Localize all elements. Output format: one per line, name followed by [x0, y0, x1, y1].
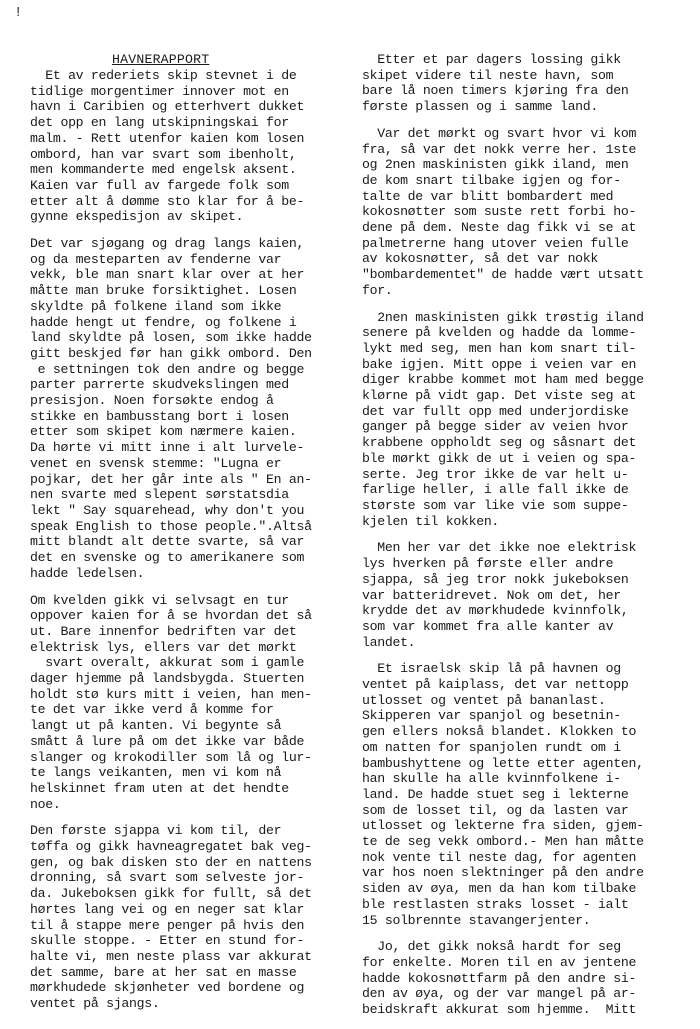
- text-line: nen svarte med slepent sørstatsdia: [30, 487, 289, 503]
- text-line: ventet på sjangs.: [30, 996, 160, 1012]
- text-line: Om kvelden gikk vi selvsagt en tur: [30, 592, 289, 608]
- text-line: lys hverken på første eller andre: [362, 556, 614, 572]
- paragraph: [30, 236, 340, 581]
- text-line: da. Jukeboksen gikk for fullt, så det: [30, 886, 312, 902]
- text-line: Kaien var full av fargede folk som: [30, 177, 289, 193]
- paragraph: [30, 68, 340, 225]
- text-line: hadde kokosnøttfarm på den andre si-: [362, 970, 637, 986]
- text-line: største som var like vie som suppe-: [362, 497, 629, 513]
- text-line: Da hørte vi mitt inne i alt lurvele-: [30, 440, 305, 456]
- text-line: holdt stø kurs mitt i veien, han men-: [30, 686, 312, 702]
- text-line: lykt med seg, men han kom snart til-: [362, 340, 637, 356]
- text-line: langt ut på kanten. Vi begynte så: [30, 718, 282, 734]
- page-title: HAVNERAPPORT: [112, 52, 210, 67]
- text-line: de kom snart tilbake igjen og for-: [362, 172, 621, 188]
- text-line: det samme, bare at her sat en masse: [30, 964, 297, 980]
- text-line: for enkelte. Moren til en av jentene: [362, 954, 637, 970]
- left-column: [30, 52, 340, 1023]
- text-line: ble restlasten straks losset - ialt: [362, 896, 629, 912]
- text-line: e settningen tok den andre og begge: [30, 361, 305, 377]
- text-line: krydde det av mørkhudede kvinnfolk,: [362, 603, 629, 619]
- paragraph: [362, 52, 684, 115]
- text-line: stikke en bambusstang bort i losen: [30, 408, 289, 424]
- text-line: mørkhudede skjønheter ved bordene og: [30, 980, 305, 996]
- text-line: skipet videre til neste havn, som: [362, 67, 614, 83]
- text-line: måtte man bruke forsiktighet. Losen: [30, 283, 297, 299]
- text-line: slanger og krokodiller som lå og lur-: [30, 749, 312, 765]
- text-line: malm. - Rett utenfor kaien kom losen: [30, 130, 305, 146]
- text-line: han skulle ha alle kvinnfolkene i-: [362, 771, 621, 787]
- paragraph: [30, 593, 340, 813]
- text-line: Den første sjappa vi kom til, der: [30, 823, 282, 839]
- text-line: gen, og bak disken sto der en nattens: [30, 854, 312, 870]
- text-line: siden av øya, men da han kom tilbake: [362, 881, 637, 897]
- text-line: tidlige morgentimer innover mot en: [30, 83, 289, 99]
- text-line: Et av rederiets skip stevnet i de: [30, 68, 297, 83]
- text-line: kokosnøtter som suste rett forbi ho-: [362, 204, 637, 220]
- right-column: [362, 52, 684, 1029]
- text-line: det opp en lang utskipningskai for: [30, 115, 289, 131]
- text-line: for.: [362, 282, 393, 298]
- text-line: hørtes lang vei og en neger sat klar: [30, 901, 305, 917]
- text-line: senere på kvelden og hadde da lomme-: [362, 325, 637, 341]
- text-line: speak English to those people.".Altså: [30, 518, 312, 534]
- paragraph: [362, 126, 684, 299]
- text-line: som de losset til, og da lasten var: [362, 802, 629, 818]
- text-line: hadde ledelsen.: [30, 565, 145, 581]
- text-line: noe.: [30, 796, 61, 812]
- text-line: venet en svensk stemme: "Lugna er: [30, 455, 282, 471]
- text-line: nok vente til neste dag, for agenten: [362, 849, 637, 865]
- paragraph: [362, 661, 684, 928]
- text-line: oppover kaien for å se hvordan det så: [30, 608, 312, 624]
- paragraph: [30, 823, 340, 1011]
- text-line: diger krabbe kommet mot ham med begge: [362, 372, 644, 388]
- text-line: Men her var det ikke noe elektrisk: [362, 540, 637, 556]
- text-line: det var fullt opp med underjordiske: [362, 403, 629, 419]
- text-line: om natten for spanjolen rundt om i: [362, 739, 621, 755]
- text-line: bare lå noen timers kjøring fra den: [362, 83, 629, 99]
- text-line: Var det mørkt og svart hvor vi kom: [362, 125, 637, 141]
- text-line: Etter et par dagers lossing gikk: [362, 52, 621, 67]
- text-line: ventet på kaiplass, det var nettopp: [362, 677, 629, 693]
- text-line: te de seg vekk ombord.- Men han måtte: [362, 834, 644, 850]
- text-line: dene på dem. Neste dag fikk vi se at: [362, 220, 637, 236]
- text-line: kjelen til kokken.: [362, 513, 500, 529]
- text-line: dronning, så svart som selveste jor-: [30, 870, 305, 886]
- text-line: men kommanderte med engelsk aksent.: [30, 162, 297, 178]
- text-line: klørne på vidt gap. Det viste seg at: [362, 388, 637, 404]
- text-line: palmetrerne hang utover veien fulle: [362, 235, 629, 251]
- text-line: tøffa og gikk havneagregatet bak veg-: [30, 839, 312, 855]
- text-line: bake igjen. Mitt oppe i veien var en: [362, 356, 637, 372]
- text-line: den av øya, og der var mangel på ar-: [362, 986, 637, 1002]
- text-line: utlosset og lekterne fra siden, gjem-: [362, 818, 644, 834]
- text-line: 2nen maskinisten gikk trøstig iland: [362, 309, 644, 325]
- text-line: Jo, det gikk nokså hardt for seg: [362, 939, 621, 955]
- text-line: land. De hadde stuet seg i lekterne: [362, 786, 629, 802]
- text-line: gen ellers nokså blandet. Klokken to: [362, 724, 637, 740]
- text-line: talte de var blitt bombardert med: [362, 188, 614, 204]
- text-line: te det var ikke verd å komme for: [30, 702, 274, 718]
- text-line: pojkar, det her går inte als " En an-: [30, 471, 312, 487]
- text-line: ut. Bare innenfor bedriften var det: [30, 623, 297, 639]
- text-line: helskinnet fram uten at det hendte: [30, 780, 289, 796]
- text-line: svart overalt, akkurat som i gamle: [30, 655, 305, 671]
- text-line: parter parrerte skudvekslingen med: [30, 377, 289, 393]
- text-line: ganger på begge sider av veien hvor: [362, 419, 629, 435]
- text-line: krabbene oppholdt seg og såsnart det: [362, 435, 637, 451]
- text-line: bambushyttene og lette etter agenten,: [362, 755, 644, 771]
- text-line: Et israelsk skip lå på havnen og: [362, 661, 621, 677]
- text-line: ombord, han var svart som ibenholt,: [30, 146, 297, 162]
- text-line: smått å lure på om det ikke var både: [30, 733, 305, 749]
- text-line: gitt beskjed før han gikk ombord. Den: [30, 345, 312, 361]
- paragraph: [362, 540, 684, 650]
- text-line: som var kommet fra alle kanter av: [362, 618, 614, 634]
- text-line: etter alt å dømme sto klar for å be-: [30, 193, 305, 209]
- text-line: av kokosnøtter, så det var nokk: [362, 251, 599, 267]
- text-line: landet.: [362, 634, 416, 650]
- text-line: beidskraft akkurat som hjemme. Mitt: [362, 1002, 637, 1018]
- paragraph: [362, 310, 684, 530]
- text-line: havn i Caribien og etterhvert dukket: [30, 99, 305, 115]
- text-line: gynne ekspedisjon av skipet.: [30, 209, 244, 225]
- text-line: te langs veikanten, men vi kom nå: [30, 765, 282, 781]
- text-line: dager hjemme på landsbygda. Stuerten: [30, 671, 305, 687]
- text-line: utlosset og ventet på bananlast.: [362, 692, 606, 708]
- text-line: 15 solbrennte stavangerjenter.: [362, 912, 591, 928]
- text-line: sjappa, så jeg tror nokk jukeboksen: [362, 571, 629, 587]
- text-line: land skyldte på losen, som ikke hadde: [30, 330, 312, 346]
- text-line: var batteridrevet. Nok om det, her: [362, 587, 621, 603]
- text-line: ble mørkt gikk de ut i veien og spa-: [362, 450, 637, 466]
- text-line: Det var sjøgang og drag langs kaien,: [30, 236, 305, 252]
- text-line: skulle stoppe. - Etter en stund for-: [30, 933, 305, 949]
- text-line: presisjon. Noen forsøkte endog å: [30, 393, 274, 409]
- text-line: første plassen og i samme land.: [362, 99, 599, 115]
- text-line: fra, så var det nokk verre her. 1ste: [362, 141, 637, 157]
- text-line: og da mesteparten av fenderne var: [30, 251, 282, 267]
- text-line: det en svenske og to amerikanere som: [30, 550, 305, 566]
- text-line: farlige heller, i alle fall ikke de: [362, 482, 629, 498]
- text-line: og 2nen maskinisten gikk iland, men: [362, 157, 629, 173]
- text-line: mitt blandt alt dette svarte, så var: [30, 534, 305, 550]
- text-line: til å stappe mere penger på hvis den: [30, 917, 305, 933]
- text-line: var hos noen slektninger på den andre: [362, 865, 644, 881]
- text-line: etter som skipet kom nærmere kaien.: [30, 424, 297, 440]
- corner-mark: !: [14, 5, 23, 21]
- text-line: skyldte på folkene iland som ikke: [30, 298, 282, 314]
- text-line: elektrisk lys, ellers var det mørkt: [30, 639, 297, 655]
- text-line: hadde hengt ut fendre, og folkene i: [30, 314, 297, 330]
- text-line: lekt " Say squarehead, why don't you: [30, 502, 305, 518]
- text-line: Skipperen var spanjol og besetnin-: [362, 708, 621, 724]
- text-line: halte vi, men neste plass var akkurat: [30, 948, 312, 964]
- text-line: "bombardementet" de hadde vært utsatt: [362, 267, 644, 283]
- text-line: serte. Jeg tror ikke de var helt u-: [362, 466, 629, 482]
- text-line: vekk, ble man snart klar over at her: [30, 267, 305, 283]
